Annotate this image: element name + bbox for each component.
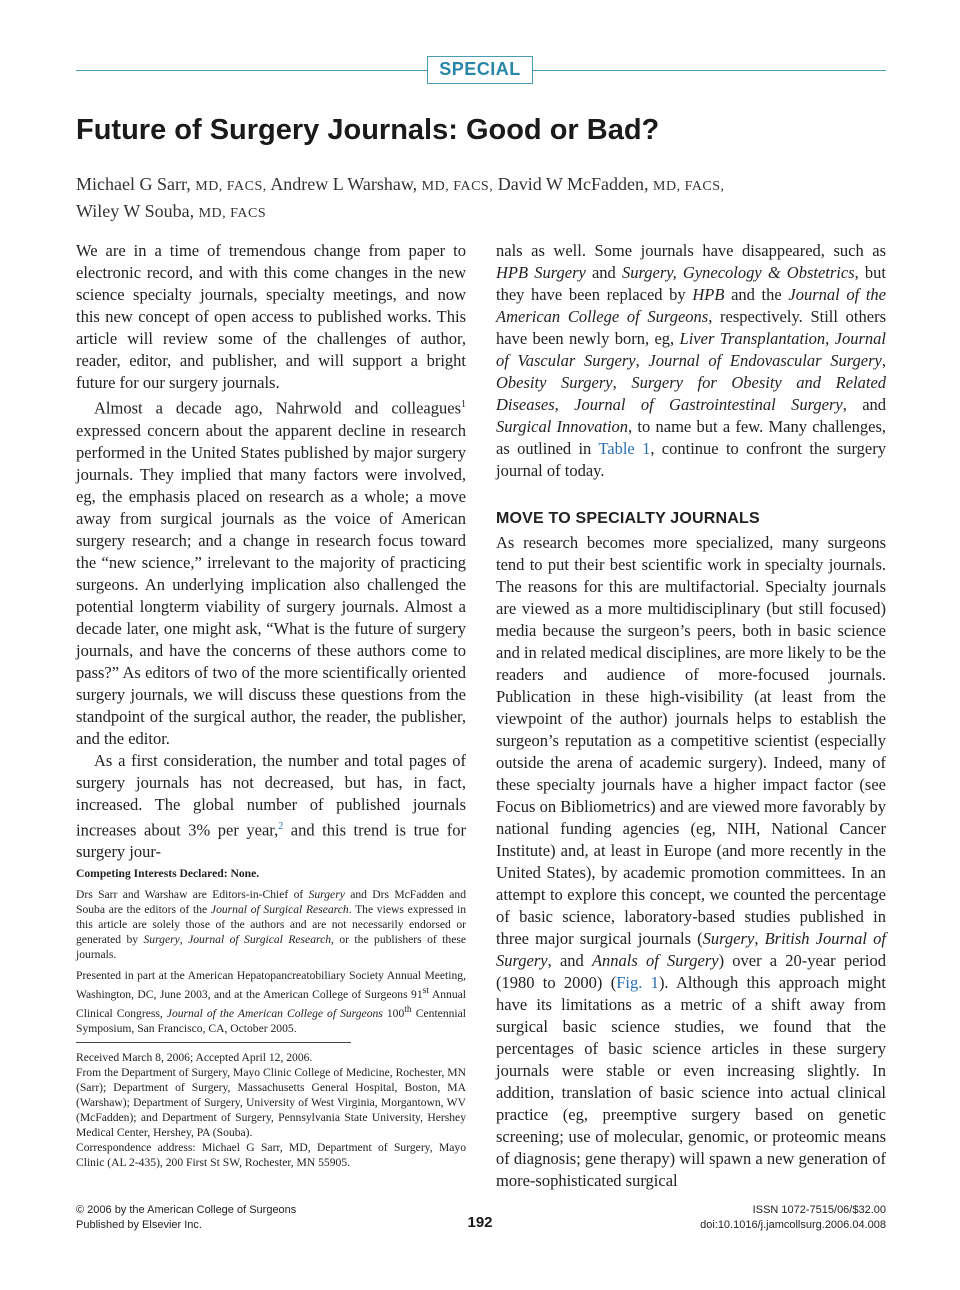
text-run: , [612,373,632,392]
notes-divider [76,1042,351,1043]
journal-name: Journal of Surgical Research [210,903,349,916]
author-degrees: MD, FACS, [653,179,725,194]
text-run: . The views expressed in this article are solely those of the authors and are not necessarily endorsed or generated by [76,903,466,946]
author-name: Michael G Sarr, [76,174,191,194]
author-name: David W McFadden, [497,174,649,194]
body-paragraph [496,240,886,482]
journal-name: Surgical Innovation [496,417,629,436]
text-run: , but they have been replaced by [496,263,886,304]
text-run: and [585,263,622,282]
text-run: ) over a 20-year period (1980 to 2000) ( [496,951,886,992]
author-list [76,172,836,226]
journal-name: British Journal of Surgery [496,929,886,970]
text-run: Presented in part at the American Hepatopancreatobiliary Society Annual Meeting, Washington, DC, June 2003, and at the American College of Surgeons 91 [76,969,466,1001]
article-title: Future of Surgery Journals: Good or Bad? [76,114,660,146]
text-run: expressed concern about the apparent decline in research performed in the United States published by major surgery journals. They implied that many factors were involved, eg, the emphasis placed on research as a whole; a move away from surgical journals as the voice of American surgery research; and a change in research focus toward the “new science,” irrelevant to the majority of practicing surgeons. An underlying implication also challenged the potential longterm viability of surgery journals. Almost a decade later, one might ask, “What is the future of surgery journals, and have the concerns of these authors come to pass?” As editors of two of the more scientifically oriented surgery journals, we will discuss these questions from the standpoint of the surgical author, the reader, the publisher, and the editor. [76,420,466,748]
page-number: 192 [467,1214,493,1231]
competing-interests: Competing Interests Declared: None. [76,867,260,880]
section-label: SPECIAL [427,56,533,84]
reference-link[interactable]: 2 [278,820,284,832]
text-run: , [881,351,886,370]
body-paragraph: We are in a time of tremendous change from paper to electronic record, and with this come changes in the new science specialty journals, specialty meetings, and now this new concept of open access to published works. This article will review some of the challenges of author, reader, editor, and publisher, and will support a bright future for our surgery journals. [76,241,466,392]
left-column [76,240,466,863]
presentation-note [76,968,466,1036]
header-rule-left [76,70,427,71]
journal-name: Journal of Vascular Surgery [496,329,887,370]
journal-name: Journal of the American College of Surgeons [166,1006,383,1020]
journal-name: Journal of Surgical Research [188,933,332,946]
text-run: and Drs McFadden and Souba are the editors of the [76,888,467,916]
text-run: ). Although this approach might have its limitations as a metric of a shift away from surgical basic science studies, we found that the percentages of basic science articles in these surgery journals were stable or even increasing slightly. In addition, translation of basic science into actual clinical practice (eg, preemptive surgery based on genetic screening; use of molecular, genomic, or proteomic means of diagnosis; gene therapy) will spawn a new generation of more-sophisticated surgical [496,973,886,1190]
correspondence-address: Correspondence address: Michael G Sarr, MD, Department of Surgery, Mayo Clinic (AL 2-435), 200 First St SW, Rochester, MN 55905. [76,1140,466,1169]
journal-name: Surgery [308,888,345,901]
journal-name: Obesity Surgery [496,373,613,392]
journal-name: Journal of Endovascular Surgery [648,351,882,370]
figure-1-link[interactable]: Fig. 1 [616,973,659,992]
text-run: , [179,933,189,946]
text-run: nals as well. Some journals have disappeared, such as [496,241,886,260]
body-paragraph [496,532,886,1192]
header-rule-right [533,70,886,71]
author-name: Wiley W Souba, [76,201,195,221]
text-run: , [554,395,575,414]
text-run: , or the publishers of these journals. [76,933,467,961]
journal-name: Surgery [143,933,180,946]
body-paragraph [76,394,466,750]
author-degrees: MD, FACS, [421,179,494,194]
text-run: and this trend is true for surgery jour- [76,820,467,861]
journal-name: Journal of the American College of Surgeons [496,285,887,326]
body-paragraph [76,750,466,864]
text-run: , [825,329,835,348]
author-name: Andrew L Warshaw, [270,174,418,194]
journal-name: Annals of Surgery [591,951,719,970]
copyright-line: © 2006 by the American College of Surgeons [76,1204,297,1216]
text-run: Almost a decade ago, Nahrwold and colleagues [94,398,461,418]
editor-note [76,887,466,962]
journal-name: Journal of Gastrointestinal Surgery [574,395,843,414]
journal-name: HPB [692,285,725,304]
journal-name: Surgery [702,929,755,948]
affiliations: From the Department of Surgery, Mayo Clinic College of Medicine, Rochester, MN (Sarr); Department of Surgery, Massachusetts General Hospital, Boston, MA (Warshaw); Department of Surgery, University of West Virginia, Morgantown, WV (McFadden); and Department of Surgery, Pennsylvania State University, Hershey Medical Center, Hershey, PA (Souba). [76,1065,466,1139]
table-1-link[interactable]: Table 1 [598,439,651,458]
text-run: , respectively. Still others have been newly born, eg, [496,307,886,348]
journal-name: Surgery for Obesity and Related Diseases [496,373,887,414]
text-run: , [635,351,649,370]
text-run: , and [547,951,592,970]
issn-line: ISSN 1072-7515/06/$32.00 [752,1204,886,1216]
text-run: , [754,929,765,948]
superscript: st [422,985,430,996]
text-run: , and [842,395,887,414]
text-run: , to name but a few. Many challenges, as outlined in [496,417,886,458]
reference-link[interactable]: 1 [461,399,466,410]
journal-name: HPB Surgery [496,263,586,282]
text-run: and the [724,285,789,304]
superscript: th [404,1003,412,1015]
journal-name: Liver Transplantation [679,329,826,348]
journal-name: Surgery, Gynecology & Obstetrics [621,263,855,282]
text-run: Drs Sarr and Warshaw are Editors-in-Chief of [76,888,309,901]
doi-link[interactable]: doi:10.1016/j.jamcollsurg.2006.04.008 [700,1219,886,1231]
received-dates: Received March 8, 2006; Accepted April 12, 2006. [76,1050,313,1064]
text-run: As research becomes more specialized, many surgeons tend to put their best scientific work in specialty journals. The reasons for this are multifactorial. Specialty journals are viewed as a more multidisciplinary (but still focused) media because the surgeon’s peers, both in basic science and in related medical disciplines, are more likely to be the readers and audience of more-focused journals. Publication in these high-visibility (at least from the viewpoint of the author) journals helps to establish the surgeon’s reputation as a competitive scientist (especially outside the arena of academic surgery). Indeed, many of these specialty journals have a higher impact factor (see Focus on Bibliometrics) and are viewed more favorably by national funding agencies (eg, NIH, National Cancer Institute) and, at least in Europe (and more recently in the United States), by academic promotion committees. In an attempt to explore this concept, we counted the percentage of basic science, laboratory-based studies published in three major surgical journals ( [496,533,886,948]
text-run: , continue to confront the surgery journal of today. [496,439,886,480]
text-run: As a first consideration, the number and total pages of surgery journals has not decreased, but has, in fact, increased. The global number of published journals increases about 3% per year, [76,750,466,839]
section-heading: MOVE TO SPECIALTY JOURNALS [496,510,760,527]
text-run: Centennial Symposium, San Francisco, CA, October 2005. [76,1006,467,1035]
author-degrees: MD, FACS, [195,179,267,194]
article-notes [76,866,466,1170]
publisher-line: Published by Elsevier Inc. [76,1219,202,1231]
author-degrees: MD, FACS [198,206,267,221]
text-run: 100 [382,1006,405,1020]
text-run: Annual Clinical Congress, [76,987,466,1020]
right-column [496,240,886,1192]
footer-right [700,1203,886,1233]
